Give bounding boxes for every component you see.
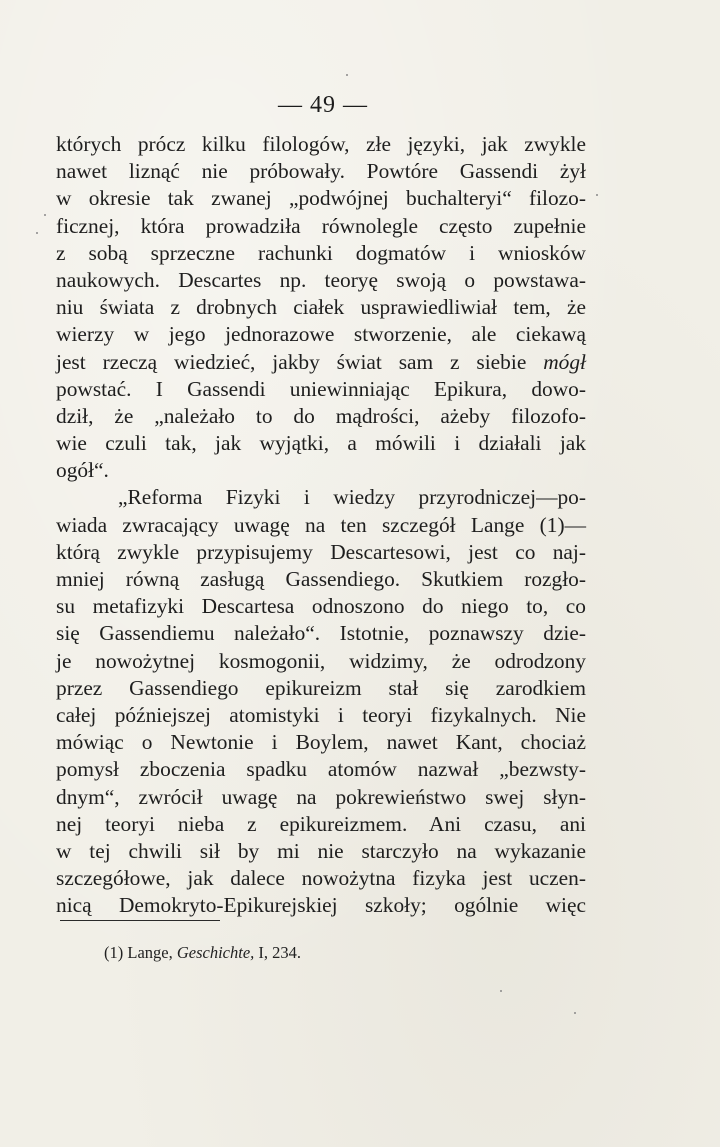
footnote-divider	[60, 920, 220, 921]
text-line-paragraph-start: „Reforma Fizyki i wiedzy przyrodniczej—po-	[118, 485, 586, 510]
paper-speck	[44, 214, 46, 216]
paper-speck	[500, 990, 502, 992]
paper-speck	[574, 1012, 576, 1014]
footnote-marker: (1)	[104, 943, 124, 962]
footnote-author: Lange,	[127, 943, 173, 962]
paper-speck	[36, 232, 38, 234]
text-line-with-italic	[56, 349, 586, 376]
text-line: w okresie tak zwanej „podwójnej buchalteryi“ filozo-	[56, 186, 586, 211]
footnote-volume: I,	[258, 943, 269, 962]
text-line: mówiąc o Newtonie i Boylem, nawet Kant, chociaż	[56, 730, 586, 755]
text-line: powstać. I Gassendi uniewinniając Epikura, dowo-	[56, 376, 586, 401]
text-line: całej późniejszej atomistyki i teoryi fizykalnych. Nie	[56, 702, 586, 727]
text-line: dził, że „należało to do mądrości, ażeby filozofo-	[56, 403, 586, 428]
text-line: którą zwykle przypisujemy Descartesowi, jest co naj-	[56, 539, 586, 564]
text-line: naukowych. Descartes np. teoryę swoją o powstawa-	[56, 267, 586, 292]
text-line: nej teoryi nieba z epikureizmem. Ani czasu, ani	[56, 811, 586, 836]
text-line: w tej chwili sił by mi nie starczyło na wykazanie	[56, 838, 586, 863]
text-line: dnym“, zwrócił uwagę na pokrewieństwo swej słyn-	[56, 784, 586, 809]
text-line: wie czuli tak, jak wyjątki, a mówili i działali jak	[56, 431, 586, 456]
text-line-segment: jest rzeczą wiedzieć, jakby świat sam z siebie	[56, 349, 544, 374]
text-line: mniej równą zasługą Gassendiego. Skutkiem rozgło-	[56, 567, 586, 591]
text-line: się Gassendiemu należało“. Istotnie, poznawszy dzie-	[56, 621, 586, 646]
text-line: nicą Demokryto-Epikurejskiej szkoły; ogólnie więc	[56, 893, 586, 918]
body-text	[56, 131, 586, 919]
footnote-page: 234.	[272, 943, 302, 962]
text-line: su metafizyki Descartesa odnoszono do niego to, co	[56, 594, 586, 619]
text-line: przez Gassendiego epikureizm stał się zarodkiem	[56, 675, 586, 700]
text-line: nawet liznąć nie próbowały. Powtóre Gassendi żył	[56, 159, 586, 184]
text-line: z sobą sprzeczne rachunki dogmatów i wniosków	[56, 240, 586, 265]
text-line: ogół“.	[56, 458, 109, 483]
italic-word: mógł	[543, 349, 586, 374]
text-line: szczegółowe, jak dalece nowożytna fizyka jest uczen-	[56, 866, 586, 891]
text-line: wierzy w jego jednorazowe stworzenie, ale ciekawą	[56, 322, 586, 347]
text-line: wiada zwracający uwagę na ten szczegół Lange (1)—	[56, 512, 586, 537]
footnote-title: Geschichte,	[176, 943, 255, 962]
text-line: pomysł zboczenia spadku atomów nazwał „bezwsty-	[56, 757, 586, 782]
paper-speck	[596, 194, 598, 196]
text-line: których prócz kilku filologów, złe języki, jak zwykle	[56, 132, 586, 156]
text-line: ficznej, która prowadziła równolegle często zupełnie	[56, 213, 586, 238]
text-line: je nowożytnej kosmogonii, widzimy, że odrodzony	[56, 648, 586, 673]
text-line: niu świata z drobnych ciałek usprawiedliwiał tem, że	[56, 295, 586, 320]
paper-speck	[346, 74, 348, 76]
footnote	[104, 943, 301, 963]
page-number: — 49 —	[278, 92, 368, 118]
